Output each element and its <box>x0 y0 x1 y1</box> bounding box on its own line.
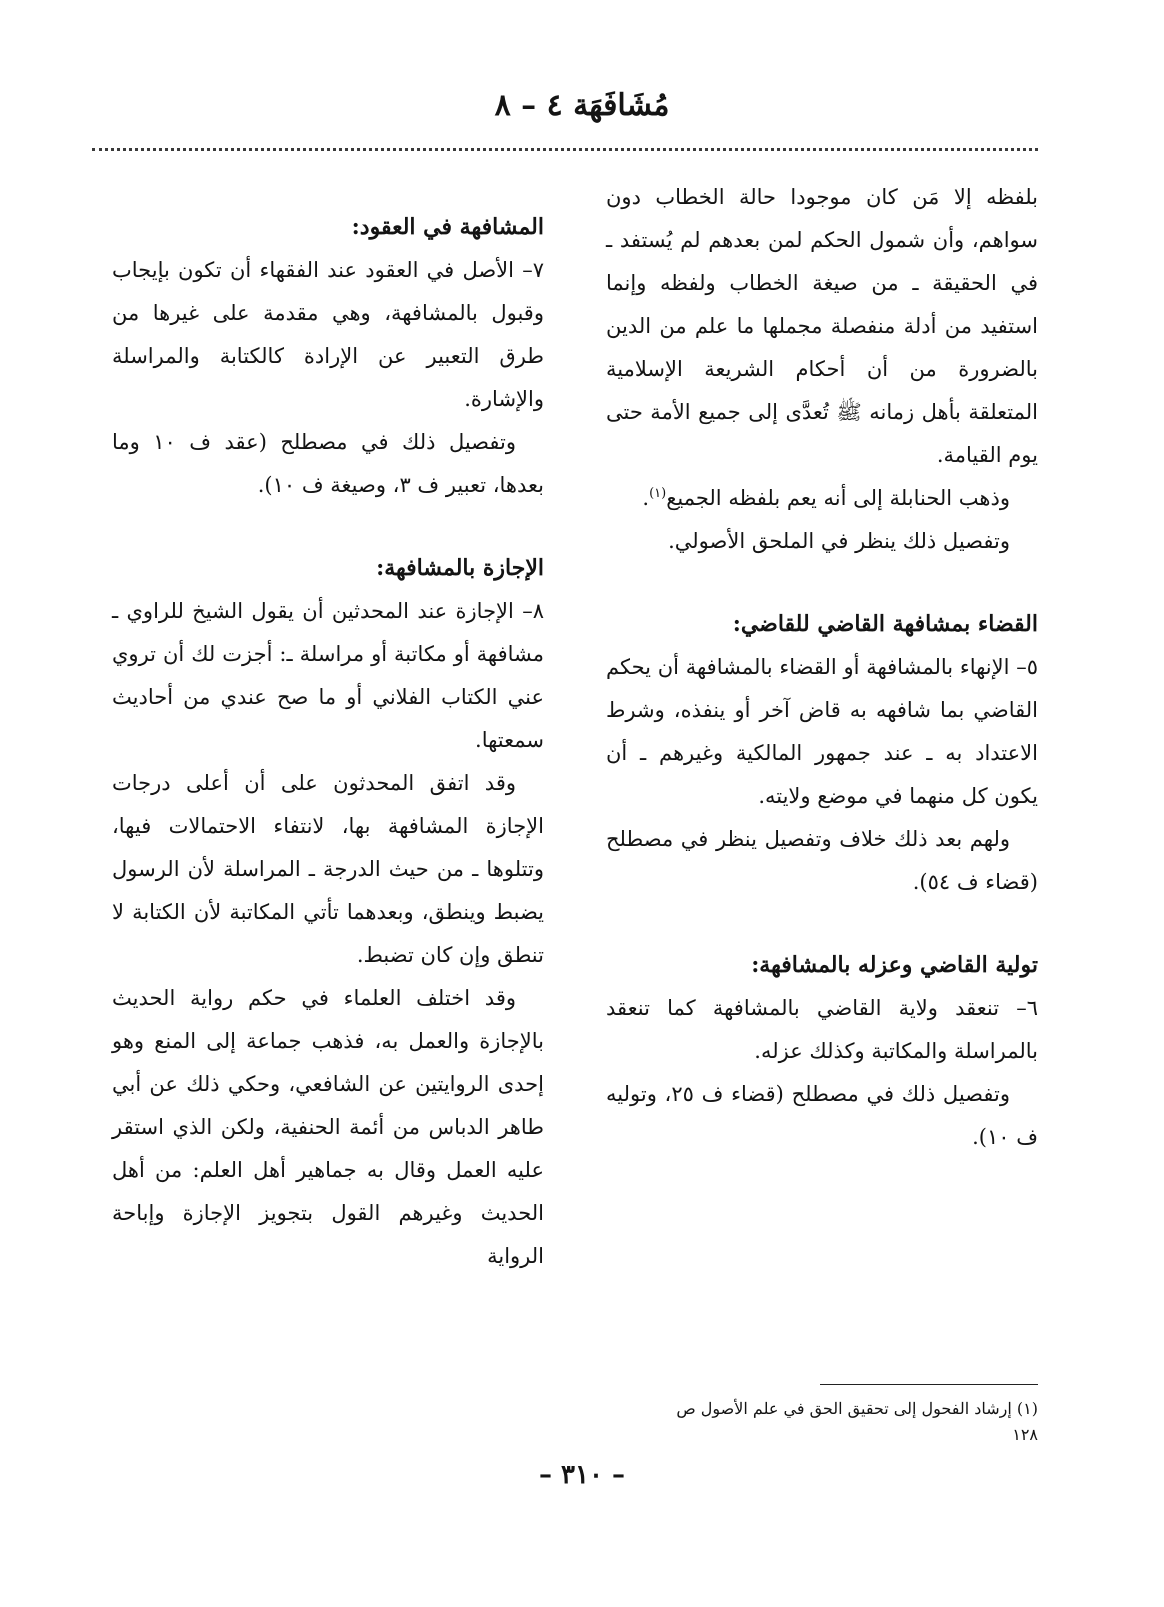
paragraph-osuli-appendix: وتفصيل ذلك ينظر في الملحق الأصولي. <box>668 529 1010 553</box>
section-heading-contracts: المشافهة في العقود: <box>351 214 544 240</box>
paragraph-5: ٥– الإنهاء بالمشافهة أو القضاء بالمشافهة أن يحكم القاضي بما شافهه به قاض آخر أو ينفذه، وشرط الاعتداد به ـ عند جمهور المالكية وغيرهم ـ أن يكون كل منهما في موضع ولايته. <box>606 655 1038 808</box>
paragraph-5-detail: ولهم بعد ذلك خلاف وتفصيل ينظر في مصطلح (قضاء ف ٥٤). <box>606 827 1038 894</box>
paragraph-continued: بلفظه إلا مَن كان موجودا حالة الخطاب دون سواهم، وأن شمول الحكم لمن بعدهم لم يُستفد ـ في الحقيقة ـ من صيغة الخطاب ولفظه وإنما استفيد من أدلة منفصلة مجملها ما علم من الدين بالضرورة من أن أحكام الشريعة الإسلامية المتعلقة بأهل زمانه ﷺ تُعدَّى إلى جميع الأمة حتى يوم القيامة. <box>606 185 1038 467</box>
page-number: – ٣١٠ – <box>538 1460 626 1490</box>
footnote-divider <box>820 1384 1038 1385</box>
footnote-ref[interactable]: (١) <box>649 486 667 501</box>
footnote <box>598 1396 1038 1448</box>
footnote-line-1: (١) إرشاد الفحول إلى تحقيق الحق في علم الأصول ص <box>676 1399 1038 1418</box>
paragraph-hanabila-text: وذهب الحنابلة إلى أنه يعم بلفظه الجميع <box>666 486 1010 510</box>
header-dotted-divider <box>92 148 1038 151</box>
left-column <box>112 176 544 1278</box>
paragraph-hanabila <box>606 477 1038 520</box>
paragraph-8-ruling: وقد اختلف العلماء في حكم رواية الحديث بالإجازة والعمل به، فذهب جماعة إلى المنع وهو إحدى الروايتين عن الشافعي، وحكي ذلك عن أبي طاهر الدباس من أئمة الحنفية، ولكن الذي استقر عليه العمل وقال به جماهير أهل العلم: من أهل الحديث وغيرهم القول بتجويز الإجازة وإباحة الرواية <box>112 986 544 1268</box>
paragraph-6-detail: وتفصيل ذلك في مصطلح (قضاء ف ٢٥، وتوليه ف ١٠). <box>606 1082 1038 1149</box>
paragraph-6: ٦– تنعقد ولاية القاضي بالمشافهة كما تنعقد بالمراسلة والمكاتبة وكذلك عزله. <box>606 996 1038 1063</box>
page-header: مُشَافَهَة ٤ – ٨ <box>494 88 670 123</box>
section-heading-ijaza: الإجازة بالمشافهة: <box>376 555 544 581</box>
paragraph-7-detail: وتفصيل ذلك في مصطلح (عقد ف ١٠ وما بعدها، تعبير ف ٣، وصيغة ف ١٠). <box>112 430 544 497</box>
paragraph-8-ranks: وقد اتفق المحدثون على أن أعلى درجات الإجازة المشافهة بها، لانتفاء الاحتمالات فيها، وتتلوها ـ من حيث الدرجة ـ المراسلة لأن الرسول يضبط وينطق، وبعدهما تأتي المكاتبة لأن الكتابة لا تنطق وإن كان تضبط. <box>112 771 544 967</box>
footnote-line-2: ١٢٨ <box>1012 1425 1038 1444</box>
section-heading-appointment: تولية القاضي وعزله بالمشافهة: <box>751 952 1038 978</box>
paragraph-hanabila-end: . <box>642 486 650 510</box>
paragraph-8: ٨– الإجازة عند المحدثين أن يقول الشيخ للراوي ـ مشافهة أو مكاتبة أو مراسلة ـ: أجزت لك أن تروي عني الكتاب الفلاني أو ما صح عندي من أحاديث سمعتها. <box>112 599 544 752</box>
section-heading-judge-to-judge: القضاء بمشافهة القاضي للقاضي: <box>732 611 1038 637</box>
right-column <box>606 176 1038 1159</box>
paragraph-7: ٧– الأصل في العقود عند الفقهاء أن تكون بإيجاب وقبول بالمشافهة، وهي مقدمة على غيرها من طرق التعبير عن الإرادة كالكتابة والمراسلة والإشارة. <box>112 258 544 411</box>
